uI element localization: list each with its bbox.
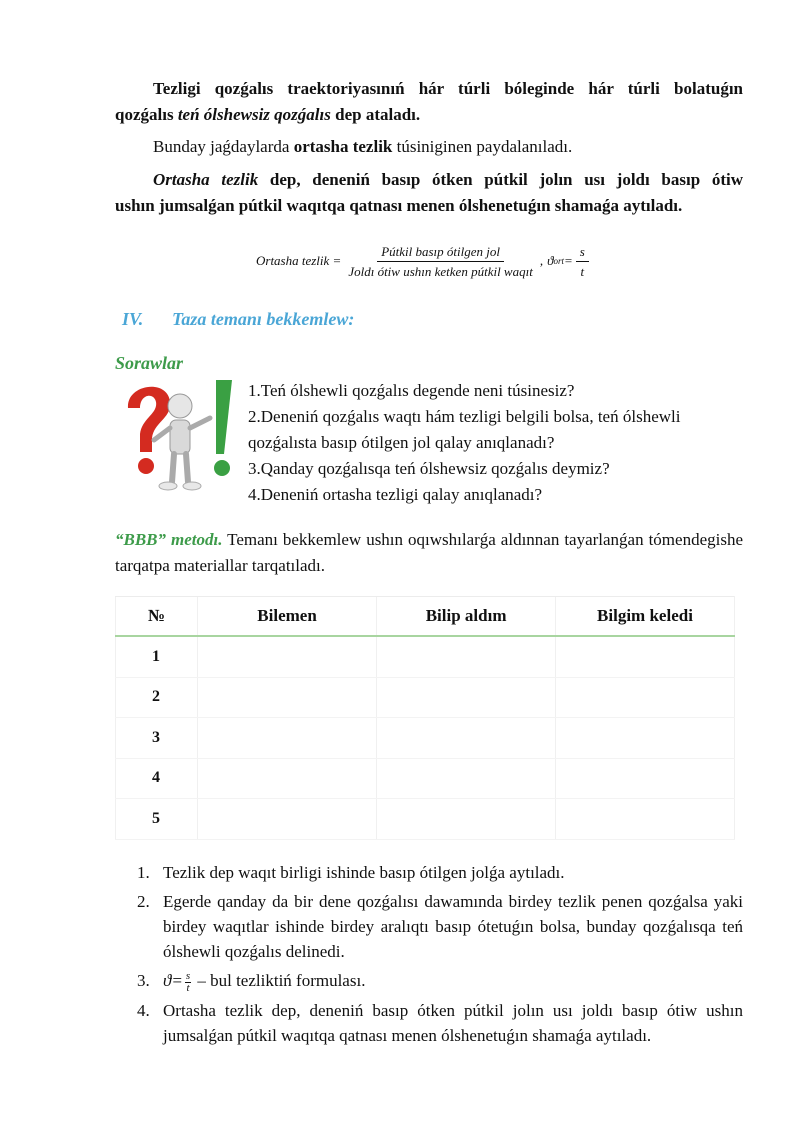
formula-lhs: Ortasha tezlik = — [256, 253, 342, 268]
answer-text: Egerde qanday da bir dene qozǵalısı dawamında birdey tezlik penen qozǵalsa yaki birdey waqıtlar ishinde birdey aralıqtı basıp ótetuǵın bolsa, bunday qozǵalısqa teń ólshewli qozǵalıs delinedi. — [163, 892, 743, 961]
answer-item — [137, 968, 743, 994]
bbb-label: “BBB” metodı. — [115, 530, 223, 549]
table-cell — [555, 636, 734, 677]
formula-s-over-t — [576, 243, 589, 280]
table-header-number: № — [116, 597, 198, 637]
average-speed-formula — [256, 241, 592, 281]
formula-symbol: ϑ — [547, 253, 554, 268]
intro-text: qozǵalıs — [115, 105, 178, 124]
answers-list — [137, 860, 743, 1052]
formula-fraction — [344, 243, 537, 280]
question-item: 2.Deneniń qozǵalıs waqtı hám tezligi belgili bolsa, teń ólshewli — [248, 407, 681, 426]
table-cell — [197, 677, 376, 718]
bbb-text: Temanı bekkemlew ushın oqıwshılarǵa aldınnan tayarlanǵan tómendegishe tarqatpa materiallar tarqatıladı. — [115, 530, 744, 575]
table-header-want-to-know: Bilgim keledi — [555, 597, 734, 637]
intro-paragraph-1-cont — [115, 102, 743, 128]
table-header-know: Bilemen — [197, 597, 376, 637]
intro-text: dep ataladı. — [330, 105, 421, 124]
fraction-t: t — [186, 981, 190, 994]
answer-3-text: – bul tezliktiń formulası. — [193, 971, 366, 990]
table-row-number: 1 — [116, 636, 198, 677]
section-heading — [122, 309, 354, 330]
intro-text: Tezligi qozǵalıs traektoriyasınıń hár túrli bóleginde hár túrli bolatuǵın — [153, 79, 743, 98]
formula-equals: = — [564, 253, 573, 268]
table-cell — [197, 758, 376, 799]
table-cell — [197, 636, 376, 677]
table-row-number: 5 — [116, 799, 198, 840]
table-cell — [377, 718, 556, 759]
table-row-number: 2 — [116, 677, 198, 718]
fraction-s: s — [185, 969, 191, 982]
bbb-table — [115, 596, 735, 840]
section-number: IV. — [122, 309, 144, 329]
table-cell — [197, 799, 376, 840]
intro-paragraph-3-cont — [115, 193, 743, 219]
table-row-number: 3 — [116, 718, 198, 759]
table-header-learned: Bilip aldım — [377, 597, 556, 637]
term-uneven-motion: teń ólshewsiz qozǵalıs — [177, 105, 331, 124]
table-row — [116, 799, 735, 840]
answer-number: 3. — [137, 971, 150, 990]
intro-paragraph-3 — [115, 167, 743, 193]
term-average-speed-def: Ortasha tezlik — [153, 170, 259, 189]
table-header-row — [116, 597, 735, 637]
table-cell — [555, 799, 734, 840]
answer-text: Ortasha tezlik dep, deneniń basıp ótken pútkil jolın usı joldı basıp ótiw ushın jumsalǵan pútkil waqıtqa qatnası menen ólshenetuǵın shamaǵa aytıladı. — [163, 1000, 743, 1045]
table-row — [116, 718, 735, 759]
answer-text: Tezlik dep waqıt birligi ishinde basıp ótilgen jolǵa aytıladı. — [163, 863, 565, 882]
question-item: 4.Deneniń ortasha tezligi qalay anıqlanadı? — [248, 485, 543, 504]
answer-number: 1. — [137, 863, 150, 882]
answer-number: 2. — [137, 892, 150, 911]
table-cell — [555, 677, 734, 718]
table-cell — [377, 677, 556, 718]
term-average-speed: ortasha tezlik — [293, 137, 393, 156]
intro-text: ushın jumsalǵan pútkil waqıtqa qatnası menen ólshenetuǵın shamaǵa aytıladı. — [115, 196, 683, 215]
question-item: qozǵalısta basıp ótilgen jol qalay anıqlanadı? — [248, 433, 555, 452]
formula-separator: , — [539, 253, 544, 268]
bbb-method-paragraph — [115, 527, 743, 579]
question-item: 3.Qanday qozǵalısqa teń ólshewsiz qozǵalıs deymiz? — [248, 459, 610, 478]
formula-numerator: Pútkil basıp ótilgen jol — [377, 243, 504, 262]
intro-paragraph-1 — [115, 76, 743, 102]
table-cell — [197, 718, 376, 759]
table-cell — [555, 758, 734, 799]
answer-item — [137, 998, 743, 1048]
s-over-t-fraction — [185, 971, 191, 994]
table-row — [116, 677, 735, 718]
questions-heading: Sorawlar — [115, 353, 184, 373]
intro-paragraph-2 — [115, 134, 743, 160]
section-title: Taza temanı bekkemlew: — [172, 309, 355, 329]
table-cell — [555, 718, 734, 759]
formula-denominator: Joldı ótiw ushın ketken pútkil waqıt — [348, 263, 533, 279]
table-row — [116, 636, 735, 677]
table-cell — [377, 636, 556, 677]
question-item: 1.Teń ólshewli qozǵalıs degende neni túsinesiz? — [248, 381, 575, 400]
questions-list — [248, 378, 743, 508]
table-cell — [377, 758, 556, 799]
speed-symbol: ϑ= — [163, 971, 183, 990]
answer-item — [137, 860, 743, 885]
table-row-number: 4 — [116, 758, 198, 799]
table-cell — [377, 799, 556, 840]
formula-t: t — [580, 263, 585, 279]
formula-subscript: ort — [553, 256, 564, 266]
answer-item — [137, 889, 743, 964]
formula-s: s — [576, 243, 589, 262]
table-row — [116, 758, 735, 799]
question-figure-icon — [118, 374, 242, 496]
intro-text: dep, deneniń basıp ótken pútkil jolın usı joldı basıp ótiw — [258, 170, 743, 189]
intro-text: túsiniginen paydalanıladı. — [392, 137, 573, 156]
answer-number: 4. — [137, 1000, 150, 1020]
answer-text — [163, 968, 743, 994]
intro-text: Bunday jaǵdaylarda — [153, 137, 294, 156]
